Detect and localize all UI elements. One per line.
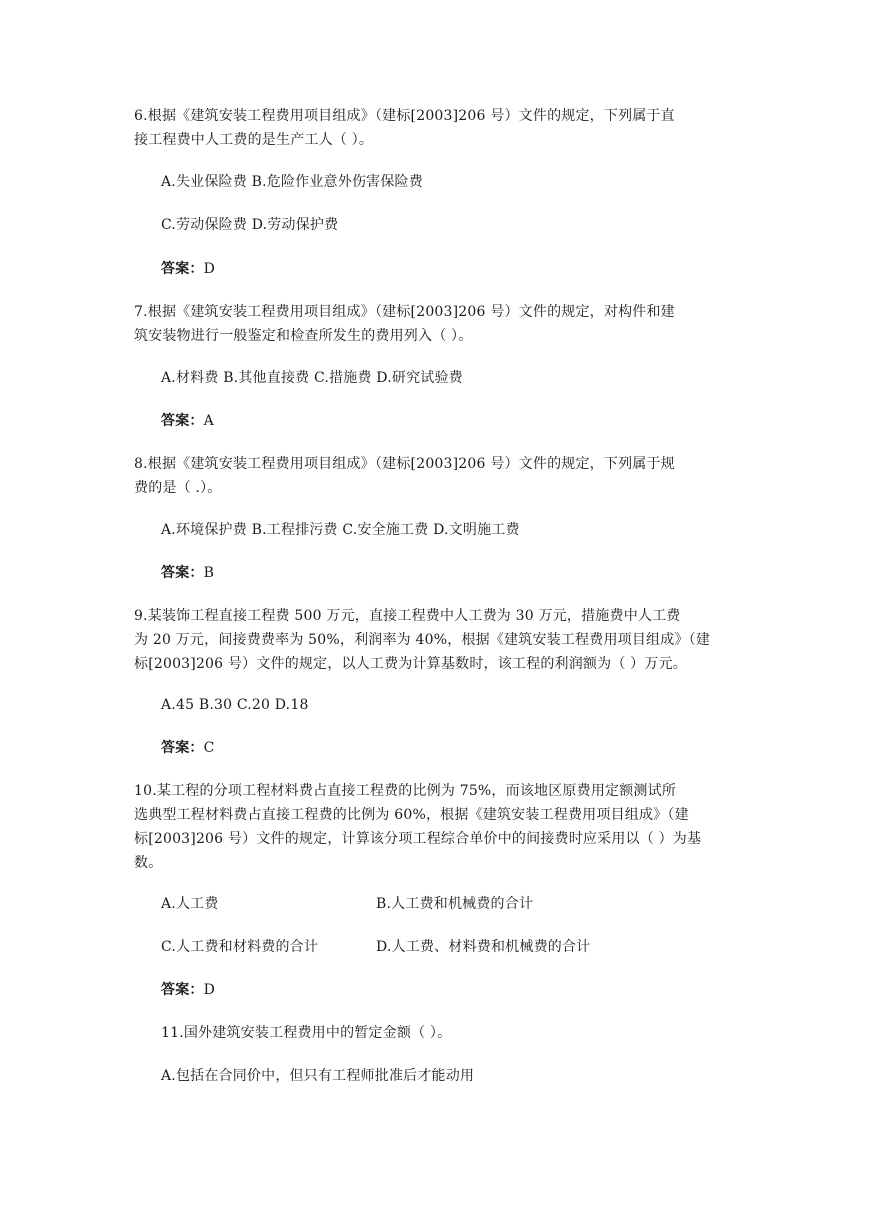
question-8-options-line-1: A.环境保护费 B.工程排污费 C.安全施工费 D.文明施工费: [161, 522, 520, 538]
question-7-answer: [161, 409, 766, 433]
option-a: A.人工费: [161, 896, 219, 912]
option-b: B.人工费和机械费的合计: [376, 896, 534, 912]
option-d: D.人工费、材料费和机械费的合计: [376, 939, 591, 955]
answer-label: 答案：: [161, 413, 204, 429]
answer-value: C: [203, 740, 215, 756]
question-10-option-row-1: [161, 892, 766, 916]
answer-label: 答案：: [161, 261, 204, 277]
answer-label: 答案：: [161, 740, 204, 756]
question-6-stem-line-1: 6.根据《建筑安装工程费用项目组成》（建标[2003]206 号）文件的规定，下列属于直: [134, 108, 675, 124]
question-9-answer: [161, 736, 766, 760]
question-9-stem-line-1: 9.某装饰工程直接工程费 500 万元，直接工程费中人工费为 30 万元，措施费中人工费: [134, 608, 681, 624]
option-c: C.人工费和材料费的合计: [161, 939, 319, 955]
answer-value: B: [203, 565, 215, 581]
question-11-options-line-1: A.包括在合同价中，但只有工程师批准后才能动用: [161, 1068, 475, 1084]
question-9-stem-line-2: 为 20 万元，间接费费率为 50%，利润率为 40%，根据《建筑安装工程费用项目组成》（建: [134, 632, 711, 648]
question-6-answer: [161, 257, 766, 281]
answer-value: D: [203, 261, 216, 277]
question-10-stem-line-4: 数。: [134, 855, 163, 871]
question-6-stem-line-2: 接工程费中人工费的是生产工人（ ）。: [134, 132, 374, 148]
question-6-options-line-1: A.失业保险费 B.危险作业意外伤害保险费: [161, 174, 423, 190]
answer-value: D: [203, 982, 216, 998]
question-7-stem-line-2: 筑安装物进行一般鉴定和检查所发生的费用列入（ ）。: [134, 328, 473, 344]
question-10-option-row-2: [161, 935, 766, 959]
question-10-answer: [161, 978, 766, 1002]
answer-label: 答案：: [161, 565, 204, 581]
question-9-stem-line-3: 标[2003]206 号）文件的规定，以人工费为计算基数时，该工程的利润额为（ ）万元。: [134, 656, 687, 672]
question-10-stem-line-2: 选典型工程材料费占直接工程费的比例为 60%，根据《建筑安装工程费用项目组成》（建: [134, 807, 689, 823]
answer-value: A: [203, 413, 214, 429]
question-8-stem-line-2: 费的是（ .）。: [134, 480, 222, 496]
question-7-stem-line-1: 7.根据《建筑安装工程费用项目组成》（建标[2003]206 号）文件的规定，对构件和建: [134, 304, 675, 320]
question-6-options-line-2: C.劳动保险费 D.劳动保护费: [161, 217, 339, 233]
question-11-stem-line-1: 11.国外建筑安装工程费用中的暂定金额（ ）。: [161, 1025, 452, 1041]
question-9-options-line-1: A.45 B.30 C.20 D.18: [161, 697, 309, 713]
question-7-options-line-1: A.材料费 B.其他直接费 C.措施费 D.研究试验费: [161, 370, 463, 386]
answer-label: 答案：: [161, 982, 204, 998]
question-10-stem-line-1: 10.某工程的分项工程材料费占直接工程费的比例为 75%，而该地区原费用定额测试所: [134, 783, 677, 799]
question-10-stem-line-3: 标[2003]206 号）文件的规定，计算该分项工程综合单价中的间接费时应采用以（ ）为基: [134, 831, 702, 847]
question-8-answer: [161, 561, 766, 585]
question-8-stem-line-1: 8.根据《建筑安装工程费用项目组成》（建标[2003]206 号）文件的规定，下列属于规: [134, 456, 675, 472]
